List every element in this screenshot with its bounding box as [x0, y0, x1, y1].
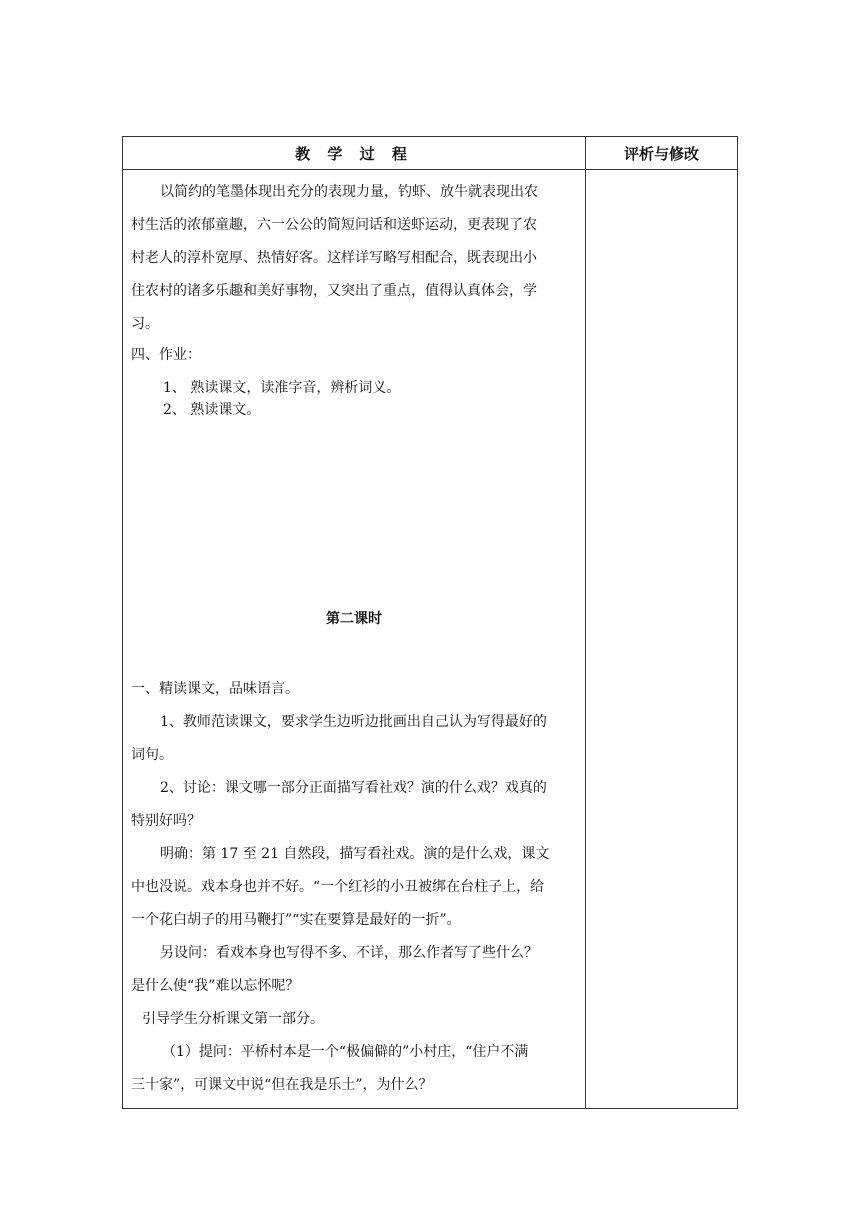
- header-teaching-process: 教 学 过 程: [295, 145, 413, 163]
- homework-item: 1、 熟读课文，读准字音，辨析词义。: [163, 380, 401, 396]
- homework-title: 四、作业：: [131, 347, 201, 363]
- section-title: 一、精读课文，品味语言。: [131, 681, 299, 697]
- text-line: 村老人的淳朴宽厚、热情好客。这样详写略写相配合，既表现出小: [131, 250, 537, 266]
- text-line: 明确：第 17 至 21 自然段，描写看社戏。演的是什么戏，课文: [160, 846, 550, 862]
- lesson-plan-table: [122, 136, 738, 1109]
- homework-item: 2、 熟读课文。: [163, 402, 261, 418]
- header-divider: [123, 169, 737, 170]
- text-line: 引导学生分析课文第一部分。: [142, 1011, 324, 1027]
- column-divider: [585, 137, 586, 1108]
- text-line: 住农村的诸多乐趣和美好事物，又突出了重点，值得认真体会，学: [131, 283, 537, 299]
- text-line: 特别好吗？: [131, 813, 201, 829]
- text-line: 三十家”，可课文中说“但在我是乐土”，为什么？: [131, 1077, 433, 1093]
- text-line: 词句。: [131, 747, 173, 763]
- text-line: 村生活的浓郁童趣，六一公公的简短问话和送虾运动，更表现了农: [131, 217, 537, 233]
- text-line: 2、讨论：课文哪一部分正面描写看社戏？演的什么戏？戏真的: [160, 780, 547, 796]
- text-line: 中也没说。戏本身也并不好。“一个红衫的小丑被绑在台柱子上，给: [131, 879, 545, 895]
- header-comments: 评析与修改: [623, 145, 699, 163]
- text-line: 是什么使“我”难以忘怀呢？: [131, 978, 300, 994]
- text-line: 以简约的笔墨体现出充分的表现力量，钓虾、放牛就表现出农: [160, 184, 538, 200]
- text-line: （1）提问：平桥村本是一个“极偏僻的”小村庄，“住户不满: [162, 1044, 529, 1060]
- text-line: 习。: [131, 316, 159, 332]
- lesson-two-title: 第二课时: [326, 611, 382, 627]
- text-line: 一个花白胡子的用马鞭打”“实在要算是最好的一折”。: [131, 912, 461, 928]
- text-line: 另设问：看戏本身也写得不多、不详，那么作者写了些什么？: [160, 945, 538, 961]
- text-line: 1、教师范读课文，要求学生边听边批画出自己认为写得最好的: [160, 714, 547, 730]
